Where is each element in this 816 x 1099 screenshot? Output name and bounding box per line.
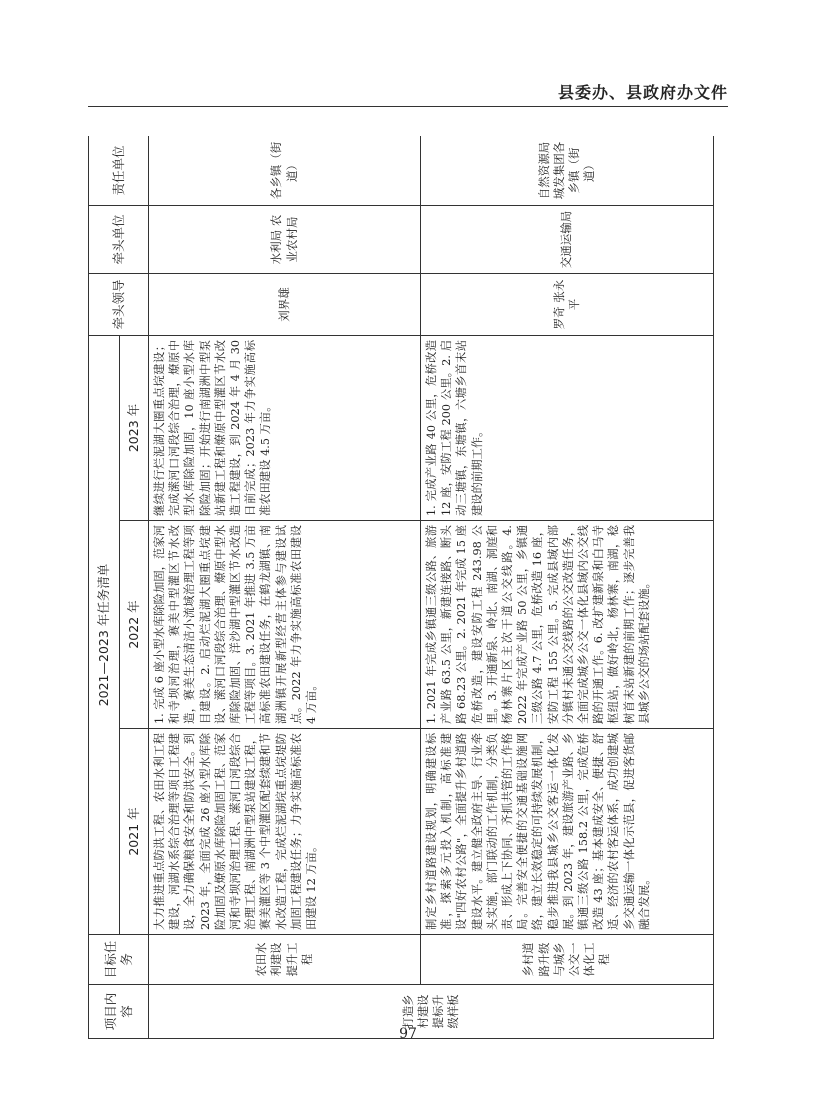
rotated-table-container (88, 136, 714, 1039)
cell-2021: 大力推进重点防洪工程、农田水利工程建设，河湖水系综合治理等项目工程建设，全力确保粮食安全和防洪安全。到2023 年，全面完成 26 座小型水库除险加固及燎原水库除险加固工程、范家河和寺坝河治理工程、潆河口河段综合治理工程、南湖洲中型泵站建设工程，赛美灌区等 3 个中型灌区配套续建和节水改造工程，完成烂泥湖垸重点垸堤防加固工程建设任务；力争实施高标准农田建设 12 万亩。 (149, 729, 421, 935)
header-lead-unit: 牵头单位 (89, 205, 149, 273)
table-header-row (89, 136, 120, 1039)
cell-lead-unit: 交通运输局 (421, 205, 714, 273)
cell-2022: 1. 2021 年完成乡镇通三级公路、旅游产业路 63.5 公里，新建连接路、断头路 68.23 公里。2. 2021 年完成 15 座危桥改造，建设安防工程 243.98 公里。3. 开通新泉、岭北、南湖、洞庭和杨林寨片区主次干道公交线路。4. 2022 年完成产业路 50 公里，乡镇通三级公路 4.7 公里，危桥改造 16 座，安防工程 155 公里。5. 完成县域内部分镇村未通公交线路的公交改造任务，全面完成城乡公交一体化县域内公交线路的开通工作。6. 改扩建新泉和白马寺枢纽站，做好岭北，杨林寨，南湖，稔树首末站新建的前期工作；逐步完善我县城乡公交的场站配套设施。 (421, 521, 714, 729)
header-2022: 2022 年 (120, 521, 149, 729)
cell-2022: 1. 完成 6 座小型水库除险加固，范家河和寺坝河治理，赛美中型灌区节水改造，赛美生态清洁小流域治理工程等项目建设。2. 启动烂泥湖大圈重点垸建设、潆河口河段综合治理、燎原中型水库除险加固、洋沙湖中型灌区节水改造工程等项目。3. 2021 年推进 3.5 万亩高标准农田建设任务，在鹤龙湖镇、南湖洲镇开展新型经营主体参与建设试点。2022 年力争实施高标准农田建设 4 万亩。 (149, 521, 421, 729)
table-row (149, 136, 421, 1039)
cell-lead-unit: 水利局 农业农村局 (149, 205, 421, 273)
table-row (421, 136, 714, 1039)
cell-target: 乡村道路升级与城乡公交一体化工程 (421, 935, 714, 985)
cell-project: 打造乡村建设提标升级样板 (149, 985, 714, 1039)
header-resp-unit: 责任单位 (89, 136, 149, 205)
header-divider (88, 106, 728, 107)
document-header-title: 县委办、县政府办文件 (557, 83, 728, 102)
task-list-table (88, 136, 714, 1039)
cell-2023: 1. 完成产业路 40 公里，危桥改造 12 座，安防工程 200 公里。2. 启动三塘镇，东塘镇，六塘乡首末站建设的前期工作。 (421, 335, 714, 520)
header-project: 项目内容 (89, 985, 149, 1039)
header-2023: 2023 年 (120, 335, 149, 520)
header-2021: 2021 年 (120, 729, 149, 935)
cell-resp-unit: 各乡镇（街道） (149, 136, 421, 205)
cell-2021: 制定乡村道路建设规划，明确建设标准，探索多元投入机制，高标准建设"四好农村公路"，全面提升乡村道路建设水平。建立健全政府主导、行业牵头实施，部门联动的工作机制，分类负责、形成上下协同、齐抓共管的工作格局。完善安全便捷的交通基础设施网络，建立长效稳定的可持续发展机制，稳步推进我县城乡公交客运一体化发展。到 2023 年，建设旅游产业路、乡镇通三级公路 158.2 公里，完成危桥改造 43 座；基本建成安全、便捷、舒适、经济的农村客运体系，成功创建城乡交通运输一体化示范县，促进客货邮融合发展。 (421, 729, 714, 935)
task-list-table-frame (88, 136, 714, 1039)
cell-resp-unit: 自然资源局城发集团各乡镇（街道） (421, 136, 714, 205)
cell-2023: 继续进行烂泥湖大圈重点垸建设；完成潆河口河段综合治理，燎原中型水库除险加固，10 座小型水库除险加固；开始进行南湖洲中型泵站新建工程和燎原中型灌区节水改造工程建设，到 2024 年 4 月 30 日前完成；2023 年力争实施高标准农田建设 4.5 万亩。 (149, 335, 421, 520)
cell-lead-leader: 刘界雄 (149, 273, 421, 335)
header-task-list: 2021—2023 年任务清单 (89, 335, 120, 934)
header-target: 目标任务 (89, 935, 149, 985)
cell-target: 农田水利建设提升工程 (149, 935, 421, 985)
cell-lead-leader: 罗奇 张永平 (421, 273, 714, 335)
header-lead-leader: 牵头领导 (89, 273, 149, 335)
page-number: 97 (399, 1026, 417, 1042)
